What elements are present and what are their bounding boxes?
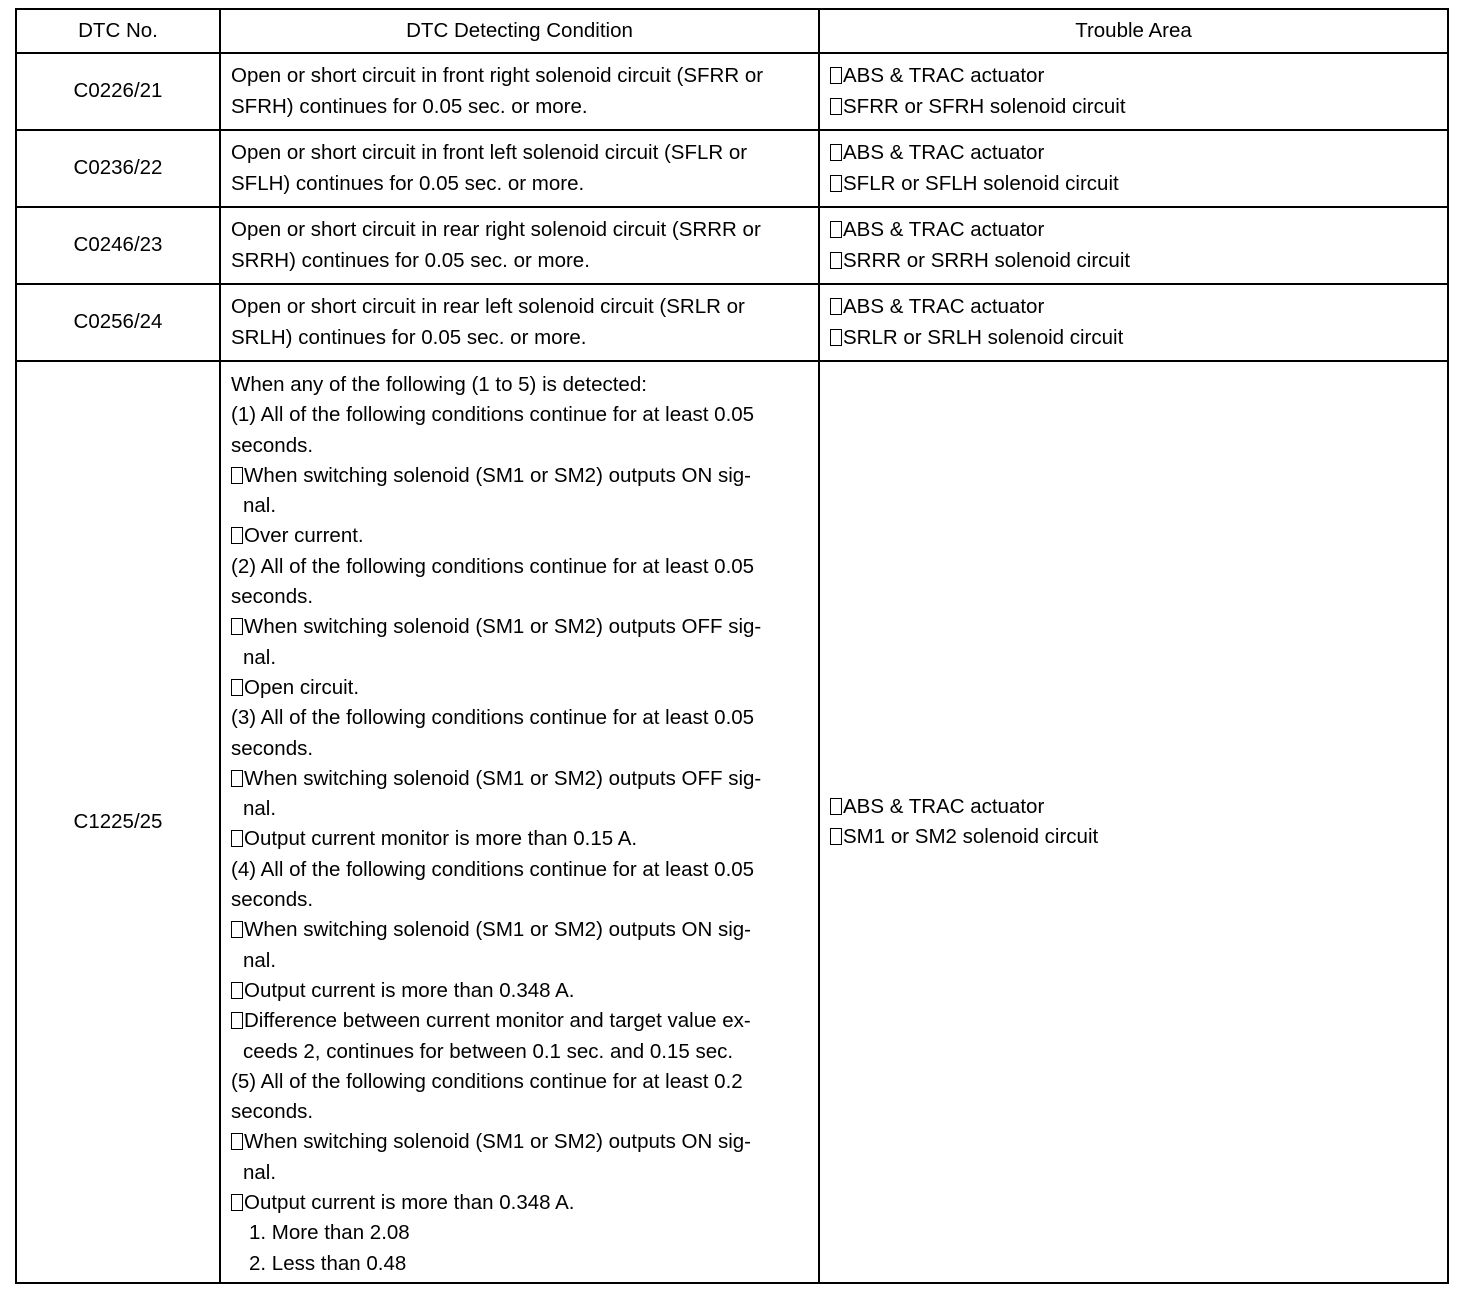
condition-line: 1. More than 2.08 [249, 1221, 410, 1245]
condition-line: seconds. [231, 433, 314, 457]
condition-line: SFRH) continues for 0.05 sec. or more. [231, 94, 588, 118]
condition-line: Open or short circuit in front right solenoid circuit (SFRR or [231, 64, 764, 88]
condition-bullet: Open circuit. [231, 673, 810, 703]
trouble-item: SM1 or SM2 solenoid circuit [830, 822, 1439, 852]
condition-bullet: When switching solenoid (SM1 or SM2) outputs ON sig- [231, 1127, 810, 1157]
dtc-code: C1225/25 [16, 361, 220, 1283]
table-row [16, 284, 1448, 361]
header-dtc-no: DTC No. [16, 9, 220, 53]
trouble-area [819, 361, 1448, 1283]
condition-line: nal. [243, 645, 277, 669]
condition-line: When any of the following (1 to 5) is detected: [231, 373, 647, 396]
condition-line: nal. [243, 797, 277, 821]
condition-line: Open or short circuit in front left solenoid circuit (SFLR or [231, 141, 748, 165]
detecting-condition [220, 361, 819, 1283]
condition-bullet: When switching solenoid (SM1 or SM2) outputs ON sig- [231, 461, 810, 491]
table-row [16, 361, 1448, 1283]
condition-line: seconds. [231, 1100, 314, 1124]
trouble-item: ABS & TRAC actuator [830, 138, 1439, 168]
condition-line: nal. [243, 948, 277, 972]
condition-line: Open or short circuit in rear left solenoid circuit (SRLR or [231, 295, 745, 319]
trouble-area [819, 53, 1448, 130]
condition-bullet: When switching solenoid (SM1 or SM2) outputs ON sig- [231, 915, 810, 945]
condition-line: SRRH) continues for 0.05 sec. or more. [231, 248, 590, 272]
trouble-item: SFLR or SFLH solenoid circuit [830, 169, 1439, 199]
condition-line: SFLH) continues for 0.05 sec. or more. [231, 171, 585, 195]
condition-line: (3) All of the following conditions continue for at least 0.05 [231, 706, 755, 730]
condition-line: ceeds 2, continues for between 0.1 sec. and 0.15 sec. [243, 1039, 734, 1063]
detecting-condition [220, 53, 819, 130]
dtc-table [15, 8, 1449, 1284]
trouble-item: ABS & TRAC actuator [830, 792, 1439, 822]
condition-line: (1) All of the following conditions continue for at least 0.05 [231, 403, 755, 427]
condition-bullet: Difference between current monitor and target value ex- [231, 1006, 810, 1036]
condition-line: seconds. [231, 585, 314, 609]
trouble-item: SRRR or SRRH solenoid circuit [830, 246, 1439, 276]
condition-bullet: Output current is more than 0.348 A. [231, 1188, 810, 1218]
header-condition: DTC Detecting Condition [220, 9, 819, 53]
condition-bullet: When switching solenoid (SM1 or SM2) outputs OFF sig- [231, 612, 810, 642]
condition-line: nal. [243, 494, 277, 518]
table-row [16, 53, 1448, 130]
trouble-area [819, 130, 1448, 207]
condition-line: (2) All of the following conditions continue for at least 0.05 [231, 554, 755, 578]
table-row [16, 130, 1448, 207]
detecting-condition [220, 284, 819, 361]
dtc-code: C0236/22 [16, 130, 220, 207]
condition-line: Open or short circuit in rear right solenoid circuit (SRRR or [231, 218, 761, 242]
detecting-condition [220, 207, 819, 284]
condition-line: nal. [243, 1160, 277, 1184]
condition-bullet: Output current monitor is more than 0.15 A. [231, 824, 810, 854]
dtc-table-page [15, 8, 1447, 1284]
condition-bullet: When switching solenoid (SM1 or SM2) outputs OFF sig- [231, 764, 810, 794]
trouble-item: ABS & TRAC actuator [830, 292, 1439, 322]
table-row [16, 207, 1448, 284]
dtc-code: C0226/21 [16, 53, 220, 130]
trouble-item: SFRR or SFRH solenoid circuit [830, 92, 1439, 122]
condition-line: 2. Less than 0.48 [249, 1251, 407, 1275]
trouble-item: ABS & TRAC actuator [830, 215, 1439, 245]
condition-line: seconds. [231, 888, 314, 912]
condition-bullet: Output current is more than 0.348 A. [231, 976, 810, 1006]
dtc-code: C0246/23 [16, 207, 220, 284]
table-header-row [16, 9, 1448, 53]
condition-line: SRLH) continues for 0.05 sec. or more. [231, 325, 587, 349]
dtc-code: C0256/24 [16, 284, 220, 361]
condition-line: (4) All of the following conditions continue for at least 0.05 [231, 857, 755, 881]
condition-line: (5) All of the following conditions continue for at least 0.2 [231, 1069, 743, 1093]
trouble-area [819, 284, 1448, 361]
trouble-item: SRLR or SRLH solenoid circuit [830, 323, 1439, 353]
trouble-item: ABS & TRAC actuator [830, 61, 1439, 91]
trouble-area [819, 207, 1448, 284]
header-trouble-area: Trouble Area [819, 9, 1448, 53]
detecting-condition [220, 130, 819, 207]
condition-line: seconds. [231, 736, 314, 760]
condition-bullet: Over current. [231, 521, 810, 551]
